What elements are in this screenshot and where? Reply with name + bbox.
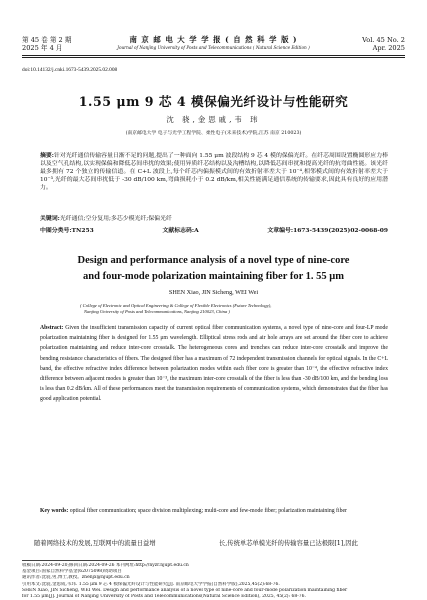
title-en xyxy=(30,253,397,285)
keywords-cn-label: 关键词: xyxy=(40,215,60,222)
keywords-cn xyxy=(40,215,388,223)
classification-row xyxy=(40,227,388,235)
footnote-citation-en-2: for 1.55 μm[J]. Journal of Nanjing University of Posts and Telecommunications(Natural Science Edition), 2025, 45(2): 68-76. xyxy=(22,594,306,600)
header-rule-thin xyxy=(22,57,405,58)
keywords-cn-text: 光纤通信;空分复用;多芯少模光纤;保偏光纤 xyxy=(59,216,172,222)
affiliation-cn: (南京邮电大学 电子与光学工程学院、柔性电子(未来技术)学院,江苏 南京 210023) xyxy=(125,131,302,136)
volume-en: Vol. 45 No. 2 xyxy=(362,36,405,44)
header-vol-no xyxy=(362,36,405,52)
abstract-cn xyxy=(40,152,388,192)
footnote-corresponding-author: 通讯作者:沈骁,男,博士,教授。zhenjx@njupt.edu.cn xyxy=(22,575,130,581)
article-number: 文章编号:1673-5439(2025)02-0068-09 xyxy=(267,227,388,234)
date-cn: 2025 年 4 月 xyxy=(22,44,63,52)
affiliation-en-line1: ( College of Electronic and Optical Engineering & College of Flexible Electronics (Future Technology), xyxy=(80,303,272,308)
footnote-received: 收稿日期:2024-09-20;修回日期:2024-09-26 本刊网址:http://nyzr.njupt.edu.cn xyxy=(22,563,189,568)
body-text xyxy=(22,540,405,548)
footnote-citation-en-1: SHEN Xiao, JIN Sicheng, WEI Wei. Design and performance analysis of a novel type of nine-core and four-mode polarization maintaining fiber xyxy=(22,587,348,593)
footnotes xyxy=(22,563,405,600)
body-left-column: 随着网络技术的发展,互联网中的流量日益增 xyxy=(34,540,156,547)
affiliation-en-line2: Nanjing University of Posts and Telecommunications, Nanjing 210023, China ) xyxy=(84,309,230,315)
abstract-en-label: Abstract: xyxy=(40,325,64,331)
title-cn: 1.55 μm 9 芯 4 模保偏光纤设计与性能研究 xyxy=(78,94,349,109)
authors-cn: 沈 骁,金思戚,韦 玮 xyxy=(166,115,261,124)
footnote-rule xyxy=(22,560,142,561)
body-right-column: 长,传统单芯单模光纤的传输容量已达极限[1],因此 xyxy=(219,540,358,547)
date-en: Apr. 2025 xyxy=(372,44,405,52)
abstract-en-text: Given the insufficient transmission capacity of current optical fiber communication systems, a novel type of nine-core and four-LP mode polarization maintaining fiber is designed for 1.55 μm wavelength. Elliptical stress rods and air hole arrays are set around the fiber core to achieve polarization maintaining and reduce inter-core crosstalk. The heterogeneous cores and trenches can reduce inter-core crosstalk and improve the bending resistance characteristics of fibers. The designed fiber has a maximum of 72 independent transmission channels for optical signals. In the C+L band, the effective refractive index difference between polarization modes within each fiber core is greater than 10⁻⁴, the effective refractive index difference between adjacent modes is greater than 10⁻³, the maximum inter-core crosstalk of the fiber is less than -30 dB/100 km, and the bending loss is less than 0.2 dB/km. All of these performances meet the transmission requirements of communication systems, which demonstrates that the fiber has good application potential. xyxy=(40,325,388,403)
journal-name-en: Journal of Nanjing University of Posts and Telecommunications ( Natural Science Edition ) xyxy=(117,45,310,50)
abstract-cn-label: 摘要: xyxy=(40,152,54,159)
clc-number: 中图分类号:TN253 xyxy=(40,227,94,234)
authors-en: SHEN Xiao, JIN Sicheng, WEI Wei xyxy=(168,289,259,296)
header-rule xyxy=(22,55,405,56)
volume-cn: 第 45 卷 第 2 期 xyxy=(22,36,72,44)
keywords-en-text: optical fiber communication; space division multiplexing; multi-core and few-mode fiber; polarization maintaining fiber xyxy=(69,508,347,514)
affiliation-en xyxy=(80,303,340,316)
document-code: 文献标志码:A xyxy=(162,227,199,234)
keywords-en-label: Key words: xyxy=(40,508,69,514)
abstract-cn-text: 针对光纤通信传输容量日渐不足的问题,提出了一种面向 1.55 μm 波段结构 9 芯 4 模的保偏光纤。在纤芯周围设置椭圆形应力棒以及空气孔结构,以实现保偏和降低芯间串扰的效果;使用异质纤芯结构以及沟槽结构,以降低芯间串扰和提高光纤的抗弯曲性能。该光纤最多拥有 72 个独立的传输信道。在 C+L 波段上,每个纤芯内偏振模式间的有效折射率差大于 10⁻⁴,相邻模式间的有效折射率差大于 10⁻³,光纤的最大芯间串扰低于 -30 dB/100 km,弯曲损耗小于 0.2 dB/km,相关性能满足通信系统的传输要求,因此具有良好的应用潜力。 xyxy=(40,153,388,192)
footnote-funding: 基金项目:国家自然科学基金(62075098)资助项目 xyxy=(22,569,122,575)
title-en-line1: Design and performance analysis of a novel type of nine-core xyxy=(77,255,350,266)
keywords-en xyxy=(40,506,388,516)
doi: doi:10.14132/j.cnki.1673-5439.2025.02.008 xyxy=(22,67,118,73)
footnote-citation-cn: 引用本文:沈骁,金思成,韦玮. 1.55 μm 9 芯 4 模保偏光纤设计与性能研究[J]. 南京邮电大学学报(自然科学版),2025,45(2):68-76. xyxy=(22,581,280,587)
journal-name-cn: 南 京 邮 电 大 学 学 报 ( 自 然 科 学 版 ) xyxy=(129,35,298,44)
title-en-line2: and four-mode polarization maintaining fiber for 1. 55 μm xyxy=(83,271,344,282)
abstract-en xyxy=(40,323,388,405)
